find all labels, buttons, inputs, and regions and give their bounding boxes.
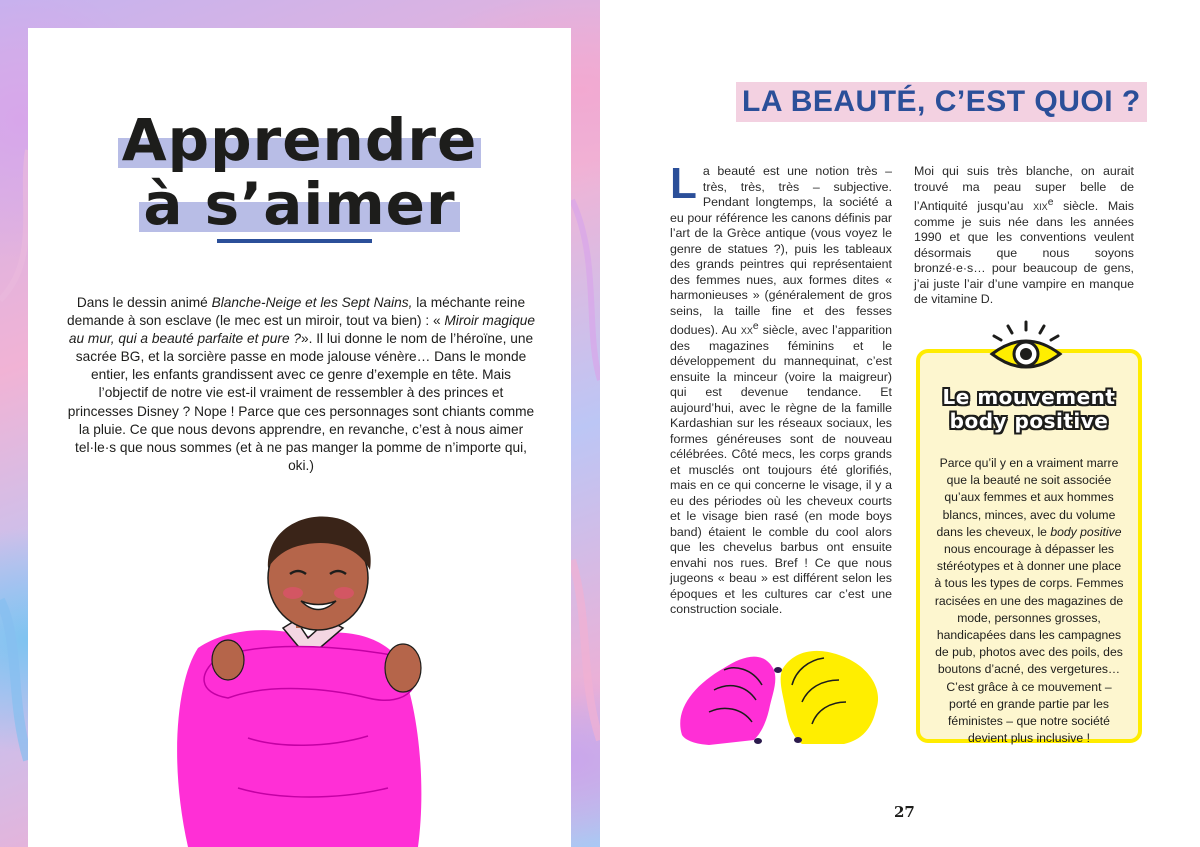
callout-italic: body positive [1050, 524, 1122, 539]
section-title: LA BEAUTÉ, C’EST QUOI ? [736, 82, 1147, 122]
callout-text-1: Parce qu’il y en a vraiment marre que la beauté ne soit associée qu’aux femmes et aux hommes blancs, minces, avec du volume dans les cheveux, le [936, 456, 1119, 539]
callout-title-line-1: Le mouvement [942, 385, 1116, 409]
drop-cap: L [670, 159, 697, 208]
article-column-2 [914, 164, 1134, 308]
intro-text-1: Dans le dessin animé [76, 295, 212, 310]
title-line-1: Apprendre [118, 108, 482, 172]
col1-text-1: a beauté est une notion très – très, très, très – subjective. Pendant longtemps, la société a eu pour référence les canons définis par l’art de la Grèce antique (vous voyez le genre de statues ?), puis les tableaux des grands peintres qui représentaient des femmes nues, aux formes dites « harmonieuses » (généralement de gros seins, la taille fine et des fesses dodues). Au [670, 164, 892, 338]
callout-title [920, 385, 1138, 433]
title-divider [217, 239, 372, 243]
title-line-2: à s’aimer [139, 172, 459, 236]
heart-hands-illustration [674, 640, 884, 745]
col1-century: xx [740, 323, 753, 338]
callout-title-line-2: body positive [949, 409, 1109, 433]
intro-text-2: la méchante reine demande à son esclave (le mec est un miroir, tout va bien) : « [67, 295, 526, 329]
col1-text-2: siècle, avec l’apparition des magazines féminins et le développement du mannequinat, c’est ensuite la minceur (voire la maigreur) qui est devenue tendance. Et aujourd’hui, avec le règne de la famille Kardashian sur les réseaux sociaux, les formes généreuses sont de nouveau célébrées. Côté mecs, les corps grands et musclés ont toujours été glorifiés, mais en ce qui concerne le visage, il y a eu des périodes où les cheveux courts et le visage bien rasé (en mode boys band) étaient le comble du cool alors que les chevelus barbus ont ensuite envahi nos rues. Bref ! Ce que nous jugeons « beau » est différent selon les époques et les cultures car c’est une construction sociale. [670, 323, 892, 617]
intro-text-3: ». Il lui donne le nom de l’héroïne, une sacrée BG, et la sorcière passe en mode jalouse vénère… Dans le monde entier, les enfants grandissent avec ce genre d’exemple en tête. Mais l’objectif de notre vie est-il vraiment de ressembler à des princes et princesses Disney ? Nope ! Parce que ces personnages sont chiants comme la pluie. Ce que nous devons apprendre, en revanche, c’est à nous aimer tel·le·s que nous sommes (et à ne pas manger la pomme de n’importe qui, oki.) [67, 331, 535, 473]
left-content-card [28, 28, 571, 847]
callout-text-2: nous encourage à dépasser les stéréotypes et à donner une place à tous les types de corps. Femmes racisées en une des magazines de mode, personnes grosses, handicapées dans les campagnes de pub, photos avec des poils, des boutons d’acné, des vergetures… C’est grâce à ce mouvement – porté en grande partie par les féministes – que notre société devient plus inclusive ! [934, 542, 1124, 746]
callout-body [932, 455, 1126, 747]
col1-century-suffix: e [752, 321, 759, 332]
col2-text-2: siècle. Mais comme je suis née dans les années 1990 et que les conventions veulent désormais que nous soyons bronzé·e·s… pour beaucoup de gens, j’ai juste l’air d’une vampire en manque de vitamine D. [914, 199, 1134, 307]
right-page [600, 0, 1200, 847]
page-number: 27 [894, 803, 915, 821]
article-column-1 [670, 159, 892, 618]
col2-century: xix [1033, 199, 1048, 214]
col2-text-1: Moi qui suis très blanche, on aurait trouvé ma peau super belle de l’Antiquité jusqu’au [914, 164, 1134, 214]
eye-icon [988, 320, 1064, 376]
page-title [28, 108, 571, 236]
intro-italic-film: Blanche-Neige et les Sept Nains, [211, 295, 413, 310]
callout-box [916, 349, 1142, 746]
col2-century-suffix: e [1047, 197, 1054, 208]
intro-paragraph [66, 294, 536, 475]
hugging-person-illustration [158, 508, 448, 847]
intro-italic-quote: Miroir magique au mur, qui a beauté parfaite et pure ? [68, 313, 535, 347]
